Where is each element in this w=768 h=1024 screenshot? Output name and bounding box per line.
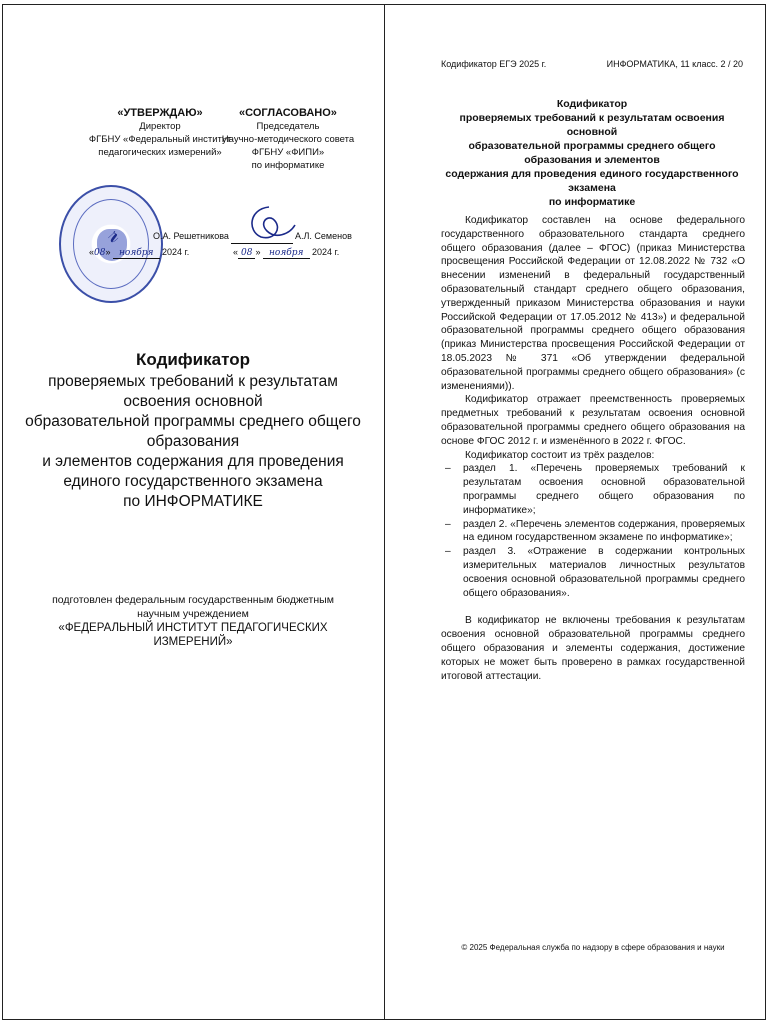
prepared-line-2: научным учреждением	[137, 608, 249, 620]
document-title	[23, 350, 363, 512]
prepared-line-1: подготовлен федеральным государственным бюджетным	[52, 594, 334, 606]
chairman-date: « 08 » ноября 2024 г.	[233, 247, 340, 258]
agreement-role: Председатель	[256, 121, 320, 132]
title-line-3: образовательной программы среднего общего образования	[25, 413, 361, 450]
prepared-by	[33, 593, 353, 649]
page-title-line-2: проверяемых требований к результатам освоения основной	[459, 112, 725, 138]
approval-header: «УТВЕРЖДАЮ»	[117, 107, 203, 119]
page-2	[385, 5, 766, 1019]
section-item-1: – раздел 1. «Перечень проверяемых требований к результатам освоения основной образовательной программы среднего общего образования по информатике»;	[441, 462, 745, 517]
approval-role: Директор	[139, 121, 181, 132]
page-title-line-3: образовательной программы среднего общего образования и элементов	[468, 140, 716, 166]
page-title-line-4: содержания для проведения единого государственного экзамена	[445, 168, 739, 194]
running-header-right: ИНФОРМАТИКА, 11 класс. 2 / 20	[606, 59, 743, 69]
title-line-6: по ИНФОРМАТИКЕ	[123, 493, 263, 510]
agreement-block	[213, 107, 363, 172]
running-header-left: Кодификатор ЕГЭ 2025 г.	[441, 59, 547, 69]
title-line-5: единого государственного экзамена	[63, 473, 323, 490]
paragraph-gap	[441, 600, 745, 614]
director-date: «08» ноября 2024 г.	[89, 247, 190, 258]
sections-list	[441, 462, 745, 600]
title-line-1: Кодификатор	[136, 350, 250, 369]
paragraph-exclusions: В кодификатор не включены требования к результатам освоения основной образовательной программы среднего общего образования и элементы содержания, достижение которых не может быть проверено в рамках государственной итоговой аттестации.	[441, 615, 745, 682]
page-title-line-5: по информатике	[548, 196, 636, 208]
agreement-org-line2: ФГБНУ «ФИПИ»	[251, 147, 325, 158]
agreement-org-line1: Научно-методического совета	[221, 134, 355, 145]
body-text	[441, 214, 745, 683]
agreement-org-line3: по информатике	[251, 160, 325, 171]
director-date-month: ноября	[113, 248, 160, 259]
title-line-4: и элементов содержания для проведения	[42, 453, 344, 470]
chairman-signature	[239, 201, 299, 247]
approval-org-line1: ФГБНУ «Федеральный институт	[88, 134, 232, 145]
page-title-line-1: Кодификатор	[556, 98, 628, 110]
agreement-header: «СОГЛАСОВАНО»	[239, 107, 337, 119]
prepared-line-3: «ФЕДЕРАЛЬНЫЙ ИНСТИТУТ ПЕДАГОГИЧЕСКИХ ИЗМЕРЕНИЙ»	[58, 622, 328, 648]
running-header	[441, 59, 743, 69]
title-page	[3, 5, 383, 1019]
title-line-2: проверяемых требований к результатам освоения основной	[48, 373, 338, 410]
paragraph-structure: Кодификатор состоит из трёх разделов:	[465, 449, 655, 461]
chairman-date-year: 2024 г.	[312, 247, 340, 257]
paragraph-continuity: Кодификатор отражает преемственность проверяемых предметных требований к результатам освоения основной образовательной программы среднего общего образования на основе ФГОС 2012 г. и изменённого в 2022 г. ФГОС.	[441, 394, 745, 447]
director-signature: 𝓇	[107, 219, 118, 249]
page-footer: © 2025 Федеральная служба по надзору в сфере образования и науки	[461, 943, 725, 952]
chairman-name: А.Л. Семенов	[295, 231, 352, 241]
director-date-year: 2024 г.	[162, 247, 190, 257]
page-title	[435, 97, 749, 209]
section-item-2: – раздел 2. «Перечень элементов содержания, проверяемых на едином государственном экзамене по информатике»;	[441, 518, 745, 546]
chairman-sign-line	[231, 243, 293, 244]
paragraph-basis: Кодификатор составлен на основе федерального государственного образовательного стандарта среднего общего образования (далее – ФГОС) (приказ Министерства просвещения Российской Федерации от 12.08.2022 № 732 «О внесении изменений в федеральный государственный образовательный стандарт среднего общего образования, утвержденный приказом Министерства образования и науки Российской Федерации от 17.05.2012 № 413») и федеральной образовательной программы среднего общего образования (приказ Министерства просвещения Российской Федерации от 18.05.2023 № 371 «Об утверждении федеральной образовательной программы среднего общего образования» (с изменениями)).	[441, 215, 745, 392]
section-item-3: – раздел 3. «Отражение в содержании контрольных измерительных материалов личностных результатов освоения основной образовательной программы среднего общего образования».	[441, 545, 745, 600]
approval-org-line2: педагогических измерений»	[98, 147, 222, 158]
director-date-day: 08	[94, 248, 106, 258]
chairman-date-month: ноября	[263, 248, 310, 259]
director-name: О.А. Решетникова	[153, 231, 229, 241]
chairman-date-day: 08	[238, 248, 255, 259]
